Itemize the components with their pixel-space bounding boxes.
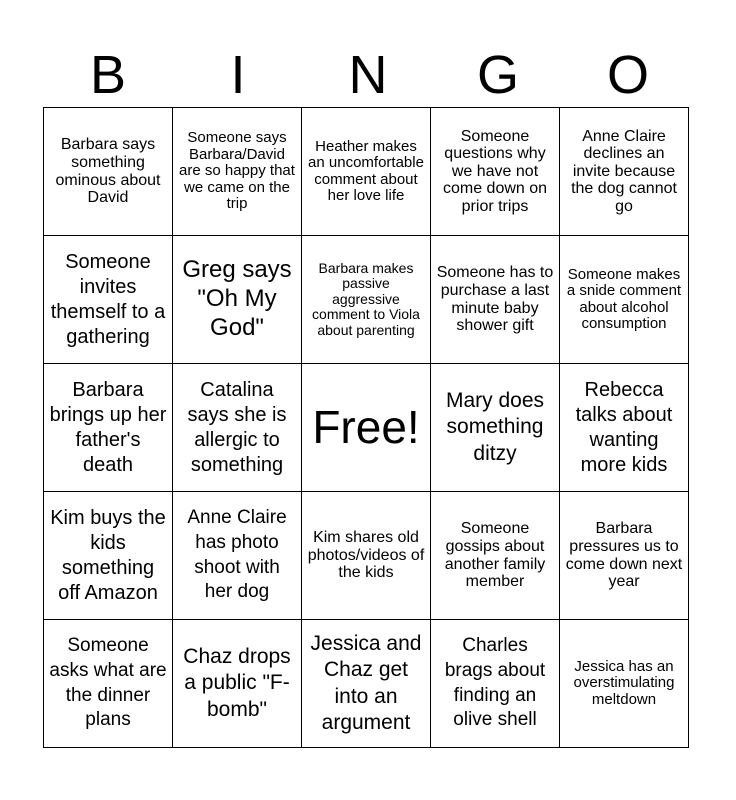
bingo-row [44, 620, 689, 748]
bingo-cell: Chaz drops a public "F-bomb" [173, 620, 302, 748]
bingo-cell: Rebecca talks about wanting more kids [560, 364, 689, 492]
header-letter-b: B [89, 45, 127, 105]
bingo-cell: Greg says "Oh My God" [173, 236, 302, 364]
bingo-cell: Jessica has an overstimulating meltdown [560, 620, 689, 748]
bingo-row [44, 236, 689, 364]
bingo-cell: Barbara makes passive aggressive comment to Viola about parenting [302, 236, 431, 364]
bingo-cell: Someone says Barbara/David are so happy that we came on the trip [173, 108, 302, 236]
header-letter-i: I [230, 45, 246, 105]
free-space-cell: Free! [302, 364, 431, 492]
bingo-cell: Someone invites themself to a gathering [44, 236, 173, 364]
bingo-row [44, 108, 689, 236]
bingo-cell: Someone gossips about another family member [431, 492, 560, 620]
header-letter-g: G [476, 45, 519, 105]
bingo-cell: Kim buys the kids something off Amazon [44, 492, 173, 620]
bingo-cell: Barbara pressures us to come down next year [560, 492, 689, 620]
bingo-card-grid [43, 107, 689, 748]
header-letter-n: N [348, 45, 388, 105]
bingo-cell: Charles brags about finding an olive shell [431, 620, 560, 748]
header-letter-o: O [606, 45, 649, 105]
bingo-header [43, 44, 693, 106]
bingo-cell: Anne Claire has photo shoot with her dog [173, 492, 302, 620]
bingo-cell: Heather makes an uncomfortable comment about her love life [302, 108, 431, 236]
bingo-cell: Someone has to purchase a last minute baby shower gift [431, 236, 560, 364]
bingo-cell: Catalina says she is allergic to something [173, 364, 302, 492]
bingo-cell: Barbara says something ominous about David [44, 108, 173, 236]
bingo-cell: Jessica and Chaz get into an argument [302, 620, 431, 748]
bingo-cell: Anne Claire declines an invite because the dog cannot go [560, 108, 689, 236]
bingo-cell: Kim shares old photos/videos of the kids [302, 492, 431, 620]
bingo-row [44, 492, 689, 620]
bingo-cell: Someone questions why we have not come down on prior trips [431, 108, 560, 236]
bingo-cell: Mary does something ditzy [431, 364, 560, 492]
bingo-row [44, 364, 689, 492]
bingo-cell: Barbara brings up her father's death [44, 364, 173, 492]
bingo-cell: Someone asks what are the dinner plans [44, 620, 173, 748]
bingo-cell: Someone makes a snide comment about alcohol consumption [560, 236, 689, 364]
